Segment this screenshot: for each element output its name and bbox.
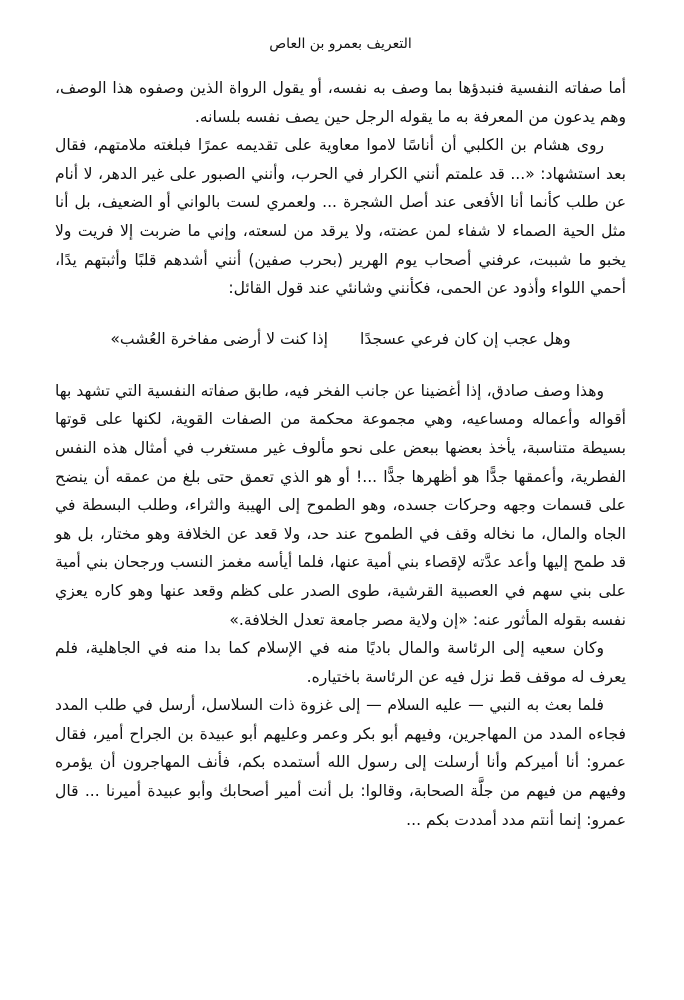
paragraph-1: أما صفاته النفسية فنبدؤها بما وصف به نفسه، أو يقول الرواة الذين وصفوه هذا الوصف، وهم يدعون من المعرفة به ما يقوله الرجل حين يصف نفسه بلسانه. [55, 79, 626, 126]
paragraph-4: وكان سعيه إلى الرئاسة والمال باديًا منه في الإسلام كما بدا منه في الجاهلية، فلم يعرف له موقف قط نزل فيه عن الرئاسة باختياره. [55, 639, 626, 686]
paragraph-5: فلما بعث به النبي — عليه السلام — إلى غزوة ذات السلاسل، أرسل في طلب المدد فجاءه المدد من المهاجرين، وفيهم أبو بكر وعمر وعليهم أبو عبيدة بن الجراح أمير، فقال عمرو: أنا أميركم وأنا أرسلت إلى رسول الله أستمده بكم، فأنف المهاجرون أن يؤمره وفيهم من فيهم من جلَّة الصحابة، وقالوا: بل أنت أمير أصحابك وأبو عبيدة أميرنا ... قال عمرو: إنما أنتم مدد أمددت بكم ... [55, 696, 626, 829]
poem-first-hemistich: وهل عجب إن كان فرعي عسجدًا [360, 329, 571, 348]
paragraph-3: وهذا وصف صادق، إذا أغضينا عن جانب الفخر فيه، طابق صفاته النفسية التي تشهد بها أقواله وأعماله ومساعيه، وهي مجموعة محكمة من الصفات القوية، لكنها على قوتها بسيطة متناسبة، يأخذ بعضها ببعض على نحو مألوف غير مستغرب في أمثال هذه النفس الفطرية، وأعمقها جدًّا هو أظهرها جدًّا ...! أو هو الذي تعمق حتى بلغ من عمقه أن ينضح على قسمات وجهه وحركات جسده، وهو الطموح إلى الهيبة والثراء، وطلب البسطة في الجاه والمال، ما نخاله وقف في الطموح عند حد، ولا قعد عن الخلافة وهو مختار، بل هو قد طمح إليها وأعد عدَّته لإقصاء بني أمية عنها، فلما أيأسه مغمز النسب ورجحان بني أمية على بني سهم في العصبية القرشية، طوى الصدر على كظم وقعد عنها وهو كاره يعزي نفسه بقوله المأثور عنه: «إن ولاية مصر جامعة تعدل الخلافة.» [55, 381, 626, 629]
paragraph-2: روى هشام بن الكلبي أن أناسًا لاموا معاوية على تقديمه عمرًا فبلغته ملامتهم، فقال بعد استشهاد: «... قد علمتم أنني الكرار في الحرب، وأنني الصبور على غير الدهر، لا أنام عن طلب كأنما أنا الأفعى عند أصل الشجرة ... ولعمري لست بالواني أو الضعيف، بل أنا مثل الحية الصماء لا شفاء لمن عضته، ولا يرقد من لسعته، وإني ما ضربت إلا فريت ولا يخبو ما شببت، عرفني أصحاب يوم الهرير (بحرب صفين) أنني أشدهم قلبًا وأثبتهم يدًا، أحمي اللواء وأذود عن الحمى، فكأنني وشانئي عند قول القائل: [55, 136, 626, 298]
poem-verse [55, 325, 626, 353]
poem-second-hemistich: إذا كنت لا أرضى مفاخرة العُشب» [110, 329, 328, 348]
running-header-title: التعريف بعمرو بن العاص [269, 36, 412, 52]
